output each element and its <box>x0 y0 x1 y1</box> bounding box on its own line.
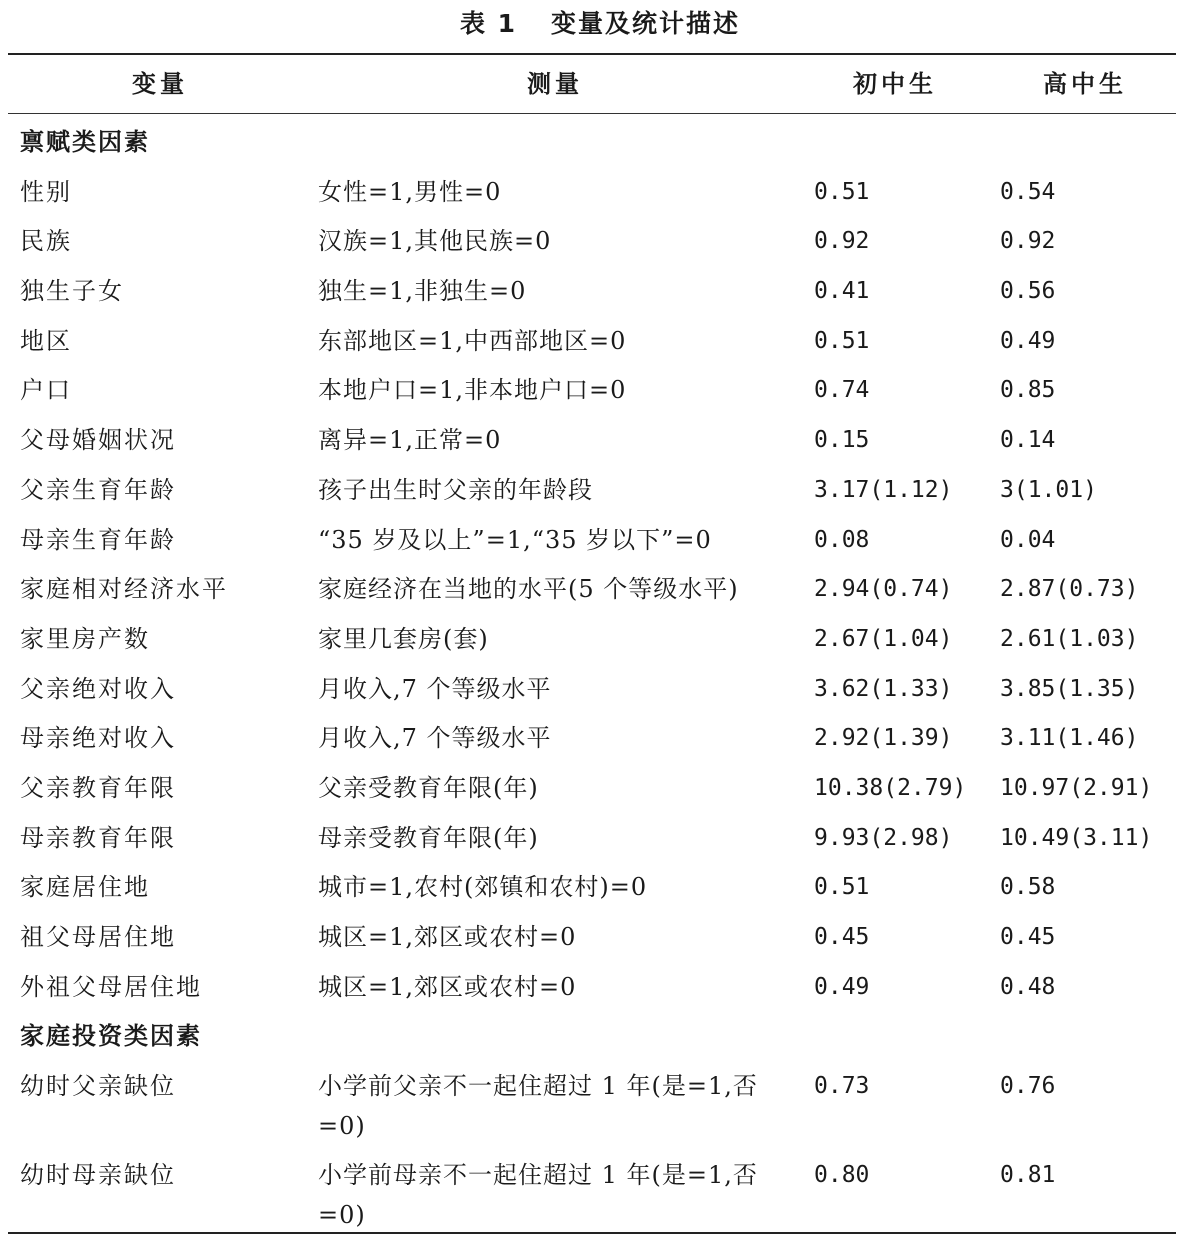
table-row <box>0 711 1200 761</box>
cell-senior: 0.54 <box>1000 178 1056 205</box>
cell-senior: 0.76 <box>1000 1073 1056 1100</box>
cell-variable: 母亲绝对收入 <box>20 724 176 753</box>
cell-senior: 0.49 <box>1000 327 1056 354</box>
cell-senior: 10.97(2.91) <box>1000 774 1153 801</box>
cell-variable: 父亲生育年龄 <box>20 475 176 504</box>
table-row <box>0 662 1200 712</box>
section-header-endowment <box>0 115 1200 165</box>
cell-variable: 幼时父亲缺位 <box>20 1072 176 1101</box>
cell-junior: 0.74 <box>814 377 870 404</box>
table-row <box>0 1059 1200 1148</box>
cell-senior: 0.04 <box>1000 526 1056 553</box>
cell-junior: 2.94(0.74) <box>814 576 953 603</box>
cell-senior: 3.85(1.35) <box>1000 675 1139 702</box>
cell-measurement: 独生=1,非独生=0 <box>318 277 527 306</box>
cell-senior: 0.81 <box>1000 1162 1056 1189</box>
table-row <box>0 960 1200 1010</box>
section-title: 禀赋类因素 <box>20 128 150 156</box>
cell-measurement: 本地户口=1,非本地户口=0 <box>318 376 627 405</box>
cell-variable: 家庭居住地 <box>20 873 150 902</box>
table-title-text: 变量及统计描述 <box>551 9 741 38</box>
table-row <box>0 811 1200 861</box>
cell-measurement: 家里几套房(套) <box>318 624 489 653</box>
table-row <box>0 413 1200 463</box>
cell-senior: 3(1.01) <box>1000 476 1097 503</box>
cell-junior: 0.49 <box>814 973 870 1000</box>
table-row <box>0 463 1200 513</box>
cell-senior: 2.87(0.73) <box>1000 576 1139 603</box>
cell-measurement: 孩子出生时父亲的年龄段 <box>318 475 593 504</box>
cell-senior: 3.11(1.46) <box>1000 725 1139 752</box>
cell-junior: 0.08 <box>814 526 870 553</box>
table-row <box>0 910 1200 960</box>
cell-variable: 幼时母亲缺位 <box>20 1161 176 1190</box>
cell-junior: 2.92(1.39) <box>814 725 953 752</box>
table-row <box>0 314 1200 364</box>
section-title: 家庭投资类因素 <box>20 1022 202 1051</box>
header-variable: 变量 <box>132 70 188 98</box>
cell-junior: 10.38(2.79) <box>814 774 967 801</box>
cell-junior: 0.51 <box>814 874 870 901</box>
cell-measurement: 母亲受教育年限(年) <box>318 823 539 852</box>
cell-senior: 2.61(1.03) <box>1000 625 1139 652</box>
cell-junior: 3.17(1.12) <box>814 476 953 503</box>
cell-variable: 民族 <box>20 227 72 256</box>
cell-variable: 性别 <box>20 177 72 206</box>
cell-junior: 0.15 <box>814 427 870 454</box>
cell-junior: 0.45 <box>814 924 870 950</box>
table-title-number: 表 1 <box>459 9 518 38</box>
table-row <box>0 562 1200 612</box>
table-bottom-rule <box>8 1232 1176 1234</box>
table-row <box>0 363 1200 413</box>
cell-measurement: 小学前父亲不一起住超过 1 年(是=1,否=0) <box>318 1072 758 1141</box>
cell-senior: 10.49(3.11) <box>1000 824 1153 851</box>
table-title <box>0 4 1200 44</box>
cell-junior: 2.67(1.04) <box>814 625 953 652</box>
header-junior: 初中生 <box>853 70 937 98</box>
table-row <box>0 860 1200 910</box>
table-row <box>0 214 1200 264</box>
cell-variable: 外祖父母居住地 <box>20 972 202 1001</box>
header-measurement: 测量 <box>527 70 583 98</box>
cell-junior: 0.51 <box>814 178 870 205</box>
cell-variable: 父亲教育年限 <box>20 773 176 802</box>
table-row <box>0 1148 1200 1237</box>
cell-variable: 父亲绝对收入 <box>20 674 176 703</box>
cell-measurement: 父亲受教育年限(年) <box>318 773 539 802</box>
cell-measurement: 东部地区=1,中西部地区=0 <box>318 326 627 355</box>
table-header-rule <box>8 113 1176 114</box>
cell-senior: 0.92 <box>1000 228 1056 255</box>
cell-junior: 3.62(1.33) <box>814 675 953 702</box>
cell-variable: 家庭相对经济水平 <box>20 575 228 604</box>
cell-senior: 0.48 <box>1000 973 1056 1000</box>
cell-senior: 0.56 <box>1000 278 1056 305</box>
table-row <box>0 165 1200 215</box>
cell-senior: 0.85 <box>1000 377 1056 404</box>
table-row <box>0 761 1200 811</box>
cell-variable: 祖父母居住地 <box>20 923 176 951</box>
cell-variable: 父母婚姻状况 <box>20 426 176 455</box>
cell-measurement: 小学前母亲不一起住超过 1 年(是=1,否=0) <box>318 1161 758 1230</box>
table-row <box>0 513 1200 563</box>
cell-measurement: 城区=1,郊区或农村=0 <box>318 923 577 951</box>
table-top-rule <box>8 53 1176 55</box>
cell-measurement: 女性=1,男性=0 <box>318 177 502 206</box>
table-row <box>0 612 1200 662</box>
cell-variable: 户口 <box>20 376 72 405</box>
cell-measurement: 城市=1,农村(郊镇和农村)=0 <box>318 873 648 902</box>
cell-junior: 9.93(2.98) <box>814 824 953 851</box>
cell-senior: 0.14 <box>1000 427 1056 454</box>
cell-variable: 母亲生育年龄 <box>20 525 176 554</box>
cell-measurement: 家庭经济在当地的水平(5 个等级水平) <box>318 575 739 604</box>
cell-junior: 0.80 <box>814 1162 870 1189</box>
cell-junior: 0.41 <box>814 278 870 305</box>
table-header-row <box>0 60 1200 108</box>
cell-measurement: 月收入,7 个等级水平 <box>318 674 552 703</box>
table-row <box>0 264 1200 314</box>
cell-variable: 母亲教育年限 <box>20 823 176 852</box>
cell-junior: 0.92 <box>814 228 870 255</box>
cell-measurement: 离异=1,正常=0 <box>318 426 502 455</box>
header-senior: 高中生 <box>1043 70 1127 98</box>
cell-junior: 0.51 <box>814 327 870 354</box>
cell-measurement: 汉族=1,其他民族=0 <box>318 227 552 256</box>
cell-senior: 0.58 <box>1000 874 1056 901</box>
cell-measurement: 城区=1,郊区或农村=0 <box>318 972 577 1001</box>
section-header-family-investment <box>0 1009 1200 1059</box>
table-body <box>0 115 1200 1237</box>
cell-junior: 0.73 <box>814 1073 870 1100</box>
cell-senior: 0.45 <box>1000 924 1056 950</box>
cell-variable: 家里房产数 <box>20 624 150 653</box>
cell-measurement: 月收入,7 个等级水平 <box>318 724 552 753</box>
cell-variable: 地区 <box>20 326 72 355</box>
cell-measurement: “35 岁及以上”=1,“35 岁以下”=0 <box>318 525 712 554</box>
cell-variable: 独生子女 <box>20 277 124 306</box>
